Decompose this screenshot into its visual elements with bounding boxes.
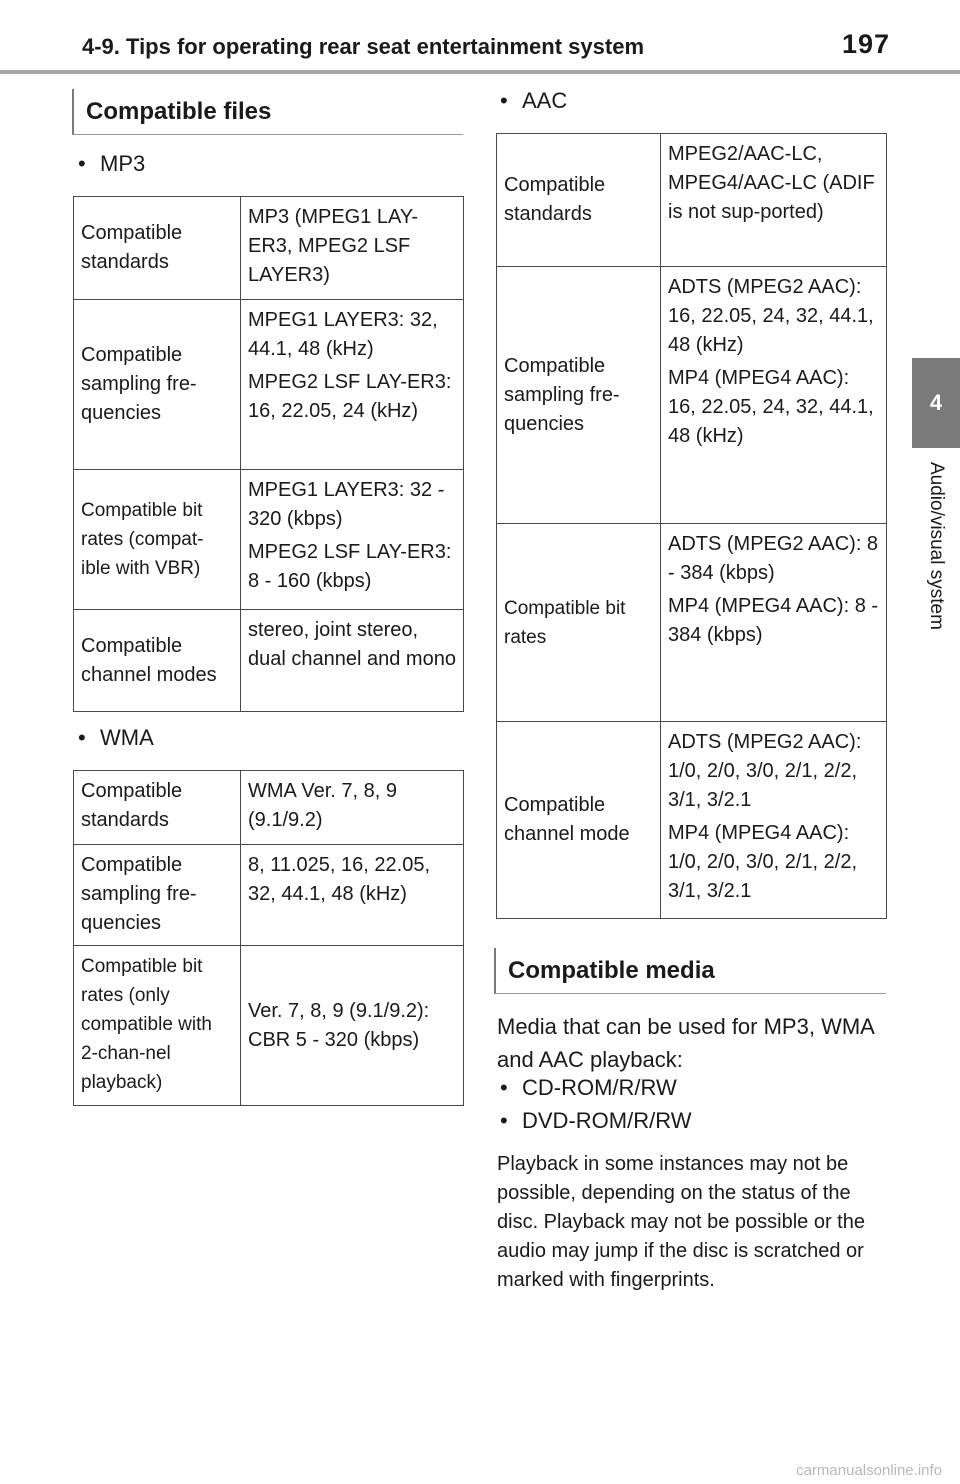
chapter-tab-number: 4 (912, 358, 960, 448)
media-item-label: CD-ROM/R/RW (522, 1075, 677, 1100)
table-value-text: Ver. 7, 8, 9 (9.1/9.2): CBR 5 - 320 (kbps) (248, 999, 430, 1051)
mp3-bullet: • MP3 (78, 151, 146, 176)
table-key: Compatible standards (74, 771, 241, 845)
wma-bullet: • WMA (78, 725, 154, 750)
mp3-bullet-label: MP3 (100, 151, 146, 176)
table-value-text: 8, 11.025, 16, 22.05, 32, 44.1, 48 (kHz) (248, 854, 431, 905)
media-item-label: DVD-ROM/R/RW (522, 1108, 692, 1133)
table-value-text: MPEG1 LAYER3: 32, 44.1, 48 (kHz) (248, 309, 438, 360)
table-key: Compatible sampling fre-quencies (497, 267, 661, 524)
page-number: 197 (842, 29, 891, 59)
table-value-text: MPEG2 LSF LAY-ER3: 16, 22.05, 24 (kHz) (248, 371, 452, 422)
table-row (74, 771, 464, 845)
table-value-text: ADTS (MPEG2 AAC): 16, 22.05, 24, 32, 44.1, 48 (kHz) (668, 276, 874, 356)
chapter-tab-label: Audio/visual system (926, 462, 947, 630)
table-row (74, 197, 464, 300)
table-value (661, 267, 887, 524)
compatible-files-heading: Compatible files (72, 89, 463, 135)
table-row (74, 845, 464, 946)
wma-table (73, 770, 464, 1106)
table-value-text: MP4 (MPEG4 AAC): 16, 22.05, 24, 32, 44.1, 48 (kHz) (668, 367, 874, 447)
table-value (241, 771, 464, 845)
table-key: Compatible channel mode (497, 722, 661, 919)
table-row (74, 946, 464, 1106)
table-value (241, 300, 464, 470)
table-value (241, 470, 464, 610)
table-value-text: stereo, joint stereo, dual channel and mono (248, 619, 456, 670)
table-key: Compatible sampling fre-quencies (74, 300, 241, 470)
aac-bullet-label: AAC (522, 88, 568, 113)
table-value (661, 722, 887, 919)
table-value-text: MP4 (MPEG4 AAC): 8 - 384 (kbps) (668, 595, 879, 646)
aac-bullet: • AAC (500, 88, 568, 113)
table-value (241, 946, 464, 1106)
mp3-table (73, 196, 464, 712)
table-value-text: MPEG2 LSF LAY-ER3: 8 - 160 (kbps) (248, 541, 452, 592)
table-value-text: ADTS (MPEG2 AAC): 8 - 384 (kbps) (668, 533, 879, 584)
table-value (661, 134, 887, 267)
table-value-text: MP3 (MPEG1 LAY-ER3, MPEG2 LSF LAYER3) (248, 206, 419, 286)
table-key: Compatible bit rates (497, 524, 661, 722)
table-key: Compatible sampling fre-quencies (74, 845, 241, 946)
compatible-media-intro: Media that can be used for MP3, WMA and AAC playback: (497, 1014, 874, 1072)
table-value-text: ADTS (MPEG2 AAC): 1/0, 2/0, 3/0, 2/1, 2/2, 3/1, 3/2.1 (668, 731, 862, 811)
table-row (497, 524, 887, 722)
table-key: Compatible standards (74, 197, 241, 300)
table-key: Compatible bit rates (only compatible with 2-chan-nel playback) (74, 946, 241, 1106)
table-value-text: MP4 (MPEG4 AAC): 1/0, 2/0, 3/0, 2/1, 2/2, 3/1, 3/2.1 (668, 822, 858, 902)
table-key: Compatible bit rates (compat-ible with VBR) (74, 470, 241, 610)
table-row (497, 267, 887, 524)
aac-table (496, 133, 887, 919)
table-row (74, 470, 464, 610)
table-value-text: MPEG1 LAYER3: 32 - 320 (kbps) (248, 479, 445, 530)
table-row (497, 134, 887, 267)
playback-note: Playback in some instances may not be possible, depending on the status of the disc. Playback may not be possible or the audio may jump if the disc is scratched or marked with fingerprints. (497, 1153, 865, 1291)
table-row (74, 610, 464, 712)
table-value (241, 845, 464, 946)
media-item-dvd: • DVD-ROM/R/RW (500, 1108, 692, 1133)
table-value (661, 524, 887, 722)
table-row (74, 300, 464, 470)
table-value-text: WMA Ver. 7, 8, 9 (9.1/9.2) (248, 780, 397, 831)
table-key: Compatible channel modes (74, 610, 241, 712)
chapter-title: 4-9. Tips for operating rear seat entertainment system (82, 34, 644, 59)
media-item-cd: • CD-ROM/R/RW (500, 1075, 677, 1100)
compatible-media-heading: Compatible media (494, 948, 886, 994)
table-key: Compatible standards (497, 134, 661, 267)
wma-bullet-label: WMA (100, 725, 154, 750)
table-value (241, 610, 464, 712)
header-rule (0, 70, 960, 74)
watermark: carmanualsonline.info (796, 1462, 942, 1479)
table-value (241, 197, 464, 300)
table-row (497, 722, 887, 919)
table-value-text: MPEG2/AAC-LC, MPEG4/AAC-LC (ADIF is not sup-ported) (668, 143, 875, 223)
